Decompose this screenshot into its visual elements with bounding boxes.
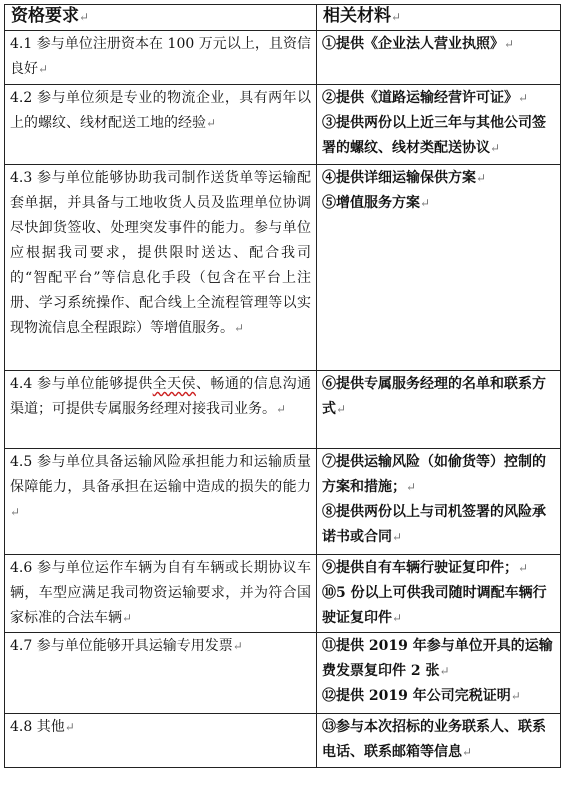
requirement-cell: 4.2 参与单位须是专业的物流企业，具有两年以上的螺纹、线材配送工地的经验↵ (5, 85, 317, 165)
material-item: ①提供《企业法人营业执照》↵ (322, 36, 515, 52)
header-requirement: 资格要求↵ (5, 5, 317, 31)
material-item: ⑩5 份以上可供我司随时调配车辆行驶证复印件↵ (322, 585, 547, 626)
materials-cell (317, 371, 561, 449)
requirement-cell: 4.5 参与单位具备运输风险承担能力和运输质量保障能力，具备承担在运输中造成的损失的能力↵ (5, 449, 317, 555)
table-row (5, 31, 561, 85)
material-item: ⑥提供专属服务经理的名单和联系方式↵ (322, 376, 546, 417)
table-row (5, 449, 561, 555)
material-item: ③提供两份以上近三年与其他公司签署的螺纹、线材类配送协议↵ (322, 115, 546, 156)
material-item: ⑧提供两份以上与司机签署的风险承诺书或合同↵ (322, 504, 546, 545)
header-materials: 相关材料↵ (317, 5, 561, 31)
table-row (5, 165, 561, 371)
requirement-cell: 4.4 参与单位能够提供全天侯、畅通的信息沟通渠道；可提供专属服务经理对接我司业务。↵ (5, 371, 317, 449)
materials-cell (317, 165, 561, 371)
materials-cell (317, 714, 561, 768)
materials-cell (317, 31, 561, 85)
table-row (5, 555, 561, 633)
material-item: ⑬参与本次招标的业务联系人、联系电话、联系邮箱等信息↵ (322, 719, 546, 760)
table-row (5, 714, 561, 768)
materials-cell (317, 555, 561, 633)
requirement-cell: 4.3 参与单位能够协助我司制作送货单等运输配套单据，并具备与工地收货人员及监理单位协调尽快卸货签收、处理突发事件的能力。参与单位应根据我司要求，提供限时送达、配合我司的“智配平台”等信息化手段（包含在平台上注册、学习系统操作、配合线上全流程管理等以实现物流信息全程跟踪）等增值服务。↵ (5, 165, 317, 371)
requirement-cell: 4.8 其他↵ (5, 714, 317, 768)
material-item: ⑦提供运输风险（如偷货等）控制的方案和措施；↵ (322, 454, 546, 495)
table-row (5, 85, 561, 165)
material-item: ⑤增值服务方案↵ (322, 195, 431, 211)
table-header-row (5, 5, 561, 31)
material-item: ⑫提供 2019 年公司完税证明↵ (322, 688, 521, 704)
materials-cell (317, 633, 561, 714)
table-row (5, 371, 561, 449)
material-item: ⑨提供自有车辆行驶证复印件；↵ (322, 560, 529, 576)
materials-cell (317, 85, 561, 165)
spellcheck-flagged-text: 全天侯 (152, 376, 196, 392)
material-item: ⑪提供 2019 年参与单位开具的运输费发票复印件 2 张↵ (322, 638, 553, 679)
qualification-table (4, 4, 561, 768)
requirement-cell: 4.6 参与单位运作车辆为自有车辆或长期协议车辆，车型应满足我司物资运输要求，并为符合国家标准的合法车辆↵ (5, 555, 317, 633)
material-item: ④提供详细运输保供方案↵ (322, 170, 487, 186)
material-item: ②提供《道路运输经营许可证》↵ (322, 90, 529, 106)
materials-cell (317, 449, 561, 555)
requirement-cell: 4.7 参与单位能够开具运输专用发票↵ (5, 633, 317, 714)
requirement-cell: 4.1 参与单位注册资本在 100 万元以上，且资信良好↵ (5, 31, 317, 85)
table-row (5, 633, 561, 714)
